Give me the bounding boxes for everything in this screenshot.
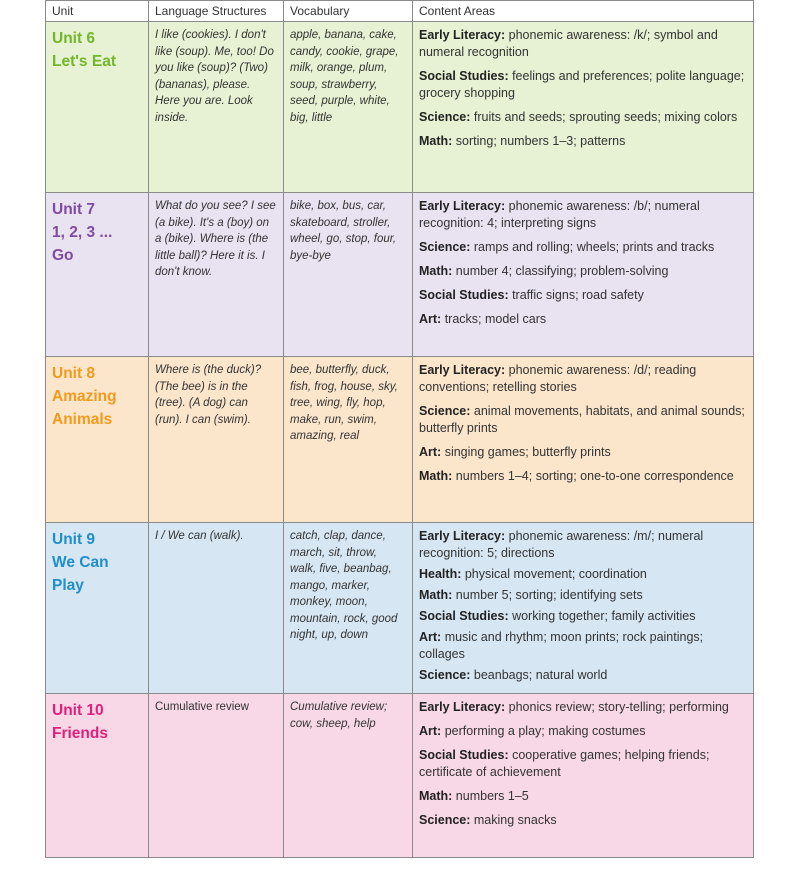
area-label: Art: [419, 630, 442, 644]
content-area-item [419, 198, 747, 232]
curriculum-table [45, 0, 754, 858]
unit-name: Let's Eat [52, 53, 116, 70]
table-row [46, 357, 754, 523]
header-unit: Unit [46, 1, 149, 22]
area-text: performing a play; making costumes [441, 724, 646, 738]
vocabulary-cell: Cumulative review; cow, sheep, help [284, 694, 413, 858]
content-area-item [419, 629, 747, 663]
content-area-item [419, 812, 747, 829]
content-area-item [419, 263, 747, 280]
area-label: Early Literacy: [419, 700, 506, 714]
area-label: Early Literacy: [419, 363, 506, 377]
content-area-item [419, 608, 747, 625]
content-area-item [419, 68, 747, 102]
area-text: working together; family activities [508, 609, 696, 623]
area-text: ramps and rolling; wheels; prints and tracks [470, 240, 715, 254]
area-text: tracks; model cars [441, 312, 547, 326]
area-text: phonemic awareness: /d/; reading conventions; retelling stories [419, 363, 697, 394]
unit-name: Amazing Animals [52, 388, 117, 428]
unit-number: Unit 10 [52, 702, 104, 719]
unit-number: Unit 7 [52, 201, 96, 218]
unit-number: Unit 8 [52, 365, 96, 382]
area-label: Health: [419, 567, 462, 581]
header-content-areas: Content Areas [413, 1, 754, 22]
area-text: phonemic awareness: /m/; numeral recognition: 5; directions [419, 529, 704, 560]
table-row [46, 22, 754, 193]
content-area-item [419, 723, 747, 740]
header-vocabulary: Vocabulary [284, 1, 413, 22]
area-text: music and rhythm; moon prints; rock paintings; collages [419, 630, 704, 661]
area-label: Social Studies: [419, 748, 509, 762]
area-label: Social Studies: [419, 609, 509, 623]
unit-name: Friends [52, 725, 108, 742]
unit-cell [46, 22, 149, 193]
content-areas-cell [413, 357, 754, 523]
language-structures-cell: I / We can (walk). [149, 523, 284, 694]
area-text: phonemic awareness: /k/; symbol and numeral recognition [419, 28, 718, 59]
content-areas-cell [413, 523, 754, 694]
area-label: Early Literacy: [419, 28, 506, 42]
unit-number: Unit 6 [52, 30, 96, 47]
content-area-item [419, 587, 747, 604]
area-label: Social Studies: [419, 69, 509, 83]
language-structures-cell: Cumulative review [149, 694, 284, 858]
unit-cell [46, 523, 149, 694]
language-structures-cell: What do you see? I see (a bike). It's a (boy) on a (bike). Where is (the little ball)? Here it is. I don't know. [149, 193, 284, 357]
content-area-item [419, 444, 747, 461]
content-areas-cell [413, 694, 754, 858]
area-label: Math: [419, 789, 453, 803]
area-label: Early Literacy: [419, 199, 506, 213]
unit-cell [46, 357, 149, 523]
area-label: Art: [419, 724, 442, 738]
content-area-item [419, 747, 747, 781]
area-text: singing games; butterfly prints [441, 445, 611, 459]
unit-number: Unit 9 [52, 531, 96, 548]
content-areas-cell [413, 193, 754, 357]
area-label: Math: [419, 588, 453, 602]
content-areas-cell [413, 22, 754, 193]
unit-name: 1, 2, 3 ... Go [52, 224, 113, 264]
content-area-item [419, 699, 747, 716]
area-label: Science: [419, 240, 471, 254]
language-structures-cell: Where is (the duck)? (The bee) is in the (tree). (A dog) can (run). I can (swim). [149, 357, 284, 523]
area-text: number 4; classifying; problem-solving [452, 264, 669, 278]
content-area-item [419, 287, 747, 304]
area-text: phonemic awareness: /b/; numeral recognition: 4; interpreting signs [419, 199, 700, 230]
area-label: Science: [419, 813, 471, 827]
area-text: fruits and seeds; sprouting seeds; mixing colors [470, 110, 738, 124]
header-row [46, 1, 754, 22]
area-text: sorting; numbers 1–3; patterns [452, 134, 626, 148]
content-area-item [419, 109, 747, 126]
area-label: Science: [419, 404, 471, 418]
content-area-item [419, 788, 747, 805]
content-area-item [419, 311, 747, 328]
area-text: phonics review; story-telling; performing [505, 700, 729, 714]
table-row [46, 523, 754, 694]
area-text: animal movements, habitats, and animal sounds; butterfly prints [419, 404, 745, 435]
area-label: Math: [419, 264, 453, 278]
area-text: feelings and preferences; polite language; grocery shopping [419, 69, 745, 100]
content-area-item [419, 403, 747, 437]
language-structures-cell: I like (cookies). I don't like (soup). Me, too! Do you like (soup)? (Two) (bananas), please. Here you are. Look inside. [149, 22, 284, 193]
content-area-item [419, 566, 747, 583]
vocabulary-cell: bike, box, bus, car, skateboard, stroller, wheel, go, stop, four, bye-bye [284, 193, 413, 357]
area-text: cooperative games; helping friends; certificate of achievement [419, 748, 710, 779]
area-label: Art: [419, 445, 442, 459]
unit-cell [46, 694, 149, 858]
content-area-item [419, 362, 747, 396]
area-label: Art: [419, 312, 442, 326]
unit-name: We Can Play [52, 554, 109, 594]
header-language-structures: Language Structures [149, 1, 284, 22]
area-text: traffic signs; road safety [508, 288, 644, 302]
area-text: physical movement; coordination [461, 567, 647, 581]
area-label: Math: [419, 134, 453, 148]
content-area-item [419, 468, 747, 485]
table-row [46, 694, 754, 858]
vocabulary-cell: apple, banana, cake, candy, cookie, grape, milk, orange, plum, soup, strawberry, seed, purple, white, big, little [284, 22, 413, 193]
content-area-item [419, 528, 747, 562]
area-text: number 5; sorting; identifying sets [452, 588, 643, 602]
content-area-item [419, 133, 747, 150]
area-text: beanbags; natural world [470, 668, 608, 682]
area-label: Early Literacy: [419, 529, 506, 543]
area-label: Science: [419, 110, 471, 124]
area-text: making snacks [470, 813, 557, 827]
area-label: Math: [419, 469, 453, 483]
content-area-item [419, 667, 747, 684]
content-area-item [419, 239, 747, 256]
vocabulary-cell: catch, clap, dance, march, sit, throw, walk, five, beanbag, mango, marker, monkey, moon, mountain, rock, good night, up, down [284, 523, 413, 694]
area-text: numbers 1–4; sorting; one-to-one correspondence [452, 469, 734, 483]
vocabulary-cell: bee, butterfly, duck, fish, frog, house, sky, tree, wing, fly, hop, make, run, swim, amazing, real [284, 357, 413, 523]
content-area-item [419, 27, 747, 61]
area-label: Social Studies: [419, 288, 509, 302]
area-label: Science: [419, 668, 471, 682]
table-row [46, 193, 754, 357]
area-text: numbers 1–5 [452, 789, 529, 803]
unit-cell [46, 193, 149, 357]
